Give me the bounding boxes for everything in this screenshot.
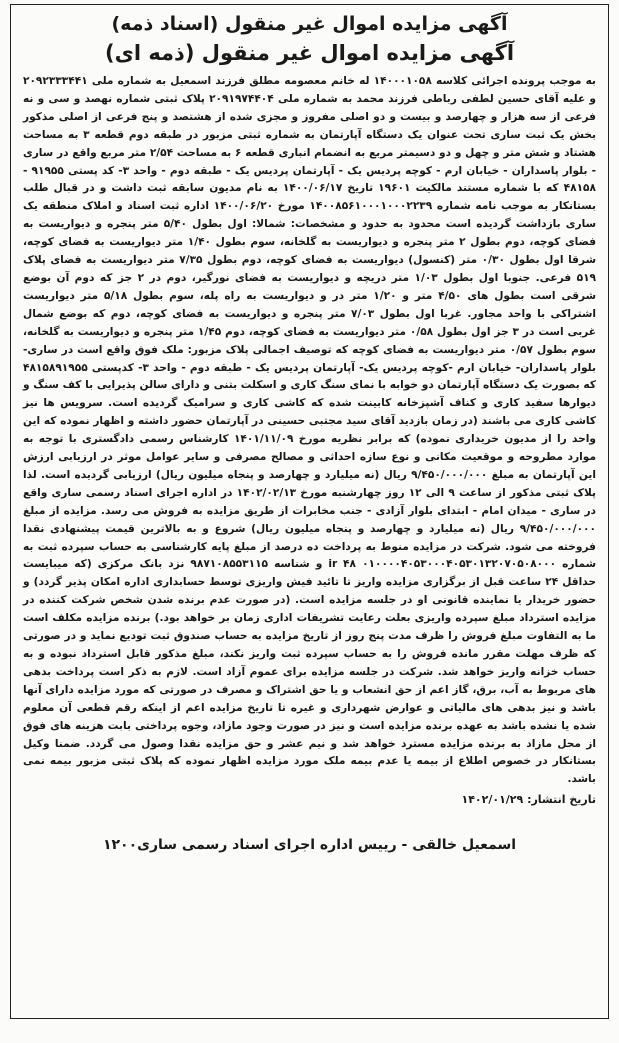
signature: اسمعیل خالقی - رییس اداره اجرای اسناد رسمی ساری۱۲۰۰	[102, 837, 517, 854]
auction-notice	[10, 4, 609, 1019]
publish-date: تاریخ انتشار: ۱۴۰۲/۰۱/۲۹	[461, 793, 596, 807]
notice-subtitle: آگهی مزایده اموال غیر منقول (ذمه ای)	[104, 41, 515, 65]
notice-body: به موجب پرونده اجرائی کلاسه ۱۴۰۰۰۱۰۵۸ له خانم معصومه مطلق فرزند اسمعیل به شماره ملی ۲۰۹۲۳۳۳۴۴۱ و علیه آقای حسین لطفی رباطی فرزند محمد به شماره ملی ۲۰۹۱۹۷۴۴۰۴ پلاک ثبتی شماره نهصد و سی و نه فرعی از سه هزار و چهارصد و بیست و دو اصلی مفروز و مجزی شده از هشتصد و پنج فرعی از اصلی مذکور بخش یک ثبت ساری تحت عنوان یک دستگاه آپارتمان به شماره ثبتی مزبور در طبقه دوم قطعه ۳ به مساحت هشتاد و شش متر و چهل و دو دسیمتر مربع به انضمام انباری قطعه ۶ به مساحت ۲/۵۴ متر مربع واقع در ساری - بلوار پاسداران - خیابان ارم - کوچه پردیس یک - آپارتمان پردیس یک - طبقه دوم - واحد ۳- کد پستی ۹۱۹۵۵ - ۴۸۱۵۸ که با شماره مستند مالکیت ۱۹۶۰۱ تاریخ ۱۴۰۰/۰۶/۱۷ به نام مدیون سابقه ثبت داشت و در قبال طلب بستانکار به موجب نامه شماره ۱۴۰۰۸۵۶۱۰۰۰۱۰۰۰۲۲۳۹ مورخ ۱۴۰۰/۰۶/۲۰ اداره ثبت اسناد و املاک منطقه یک ساری بازداشت گردیده است محدود به حدود و مشخصات: شمالا: اول بطول ۵/۴۰ متر پنجره و دیواریست به فضای کوچه، دوم بطول ۲ متر پنجره و دیواریست به گلخانه، سوم بطول ۱/۴۰ متر دیواریست به فضای کوچه، شرقا اول بطول ۰/۳۰ متر (کنسول) دیواریست به فضای کوچه، دوم بطول ۷/۳۵ متر دیواریست به فضای پلاک ۵۱۹ فرعی. جنوبا اول بطول ۱/۰۳ متر دریچه و دیواریست به فضای نورگیر، دوم در ۲ جز که دوم آن بوضع شرقی است بطول های ۴/۵۰ متر و ۱/۲۰ متر در و دیواریست به راه پله، سوم بطول ۵/۱۸ متر دیواریست اشتراکی با واحد مجاور. غربا اول بطول ۷/۰۳ متر پنجره و دیواریست به فضای کوچه، دوم که بوضع شمال غربی است در ۳ جز اول بطول ۰/۵۸ متر دیواریست به فضای کوچه، دوم ۱/۴۵ متر پنجره و دیواریست به گلخانه، سوم بطول ۰/۵۷ متر دیواریست به فضای کوچه که توصیف اجمالی پلاک مزبور: ملک فوق واقع است در ساری- بلوار پاسداران- خیابان ارم -کوچه پردیس یک- آپارتمان پردیس یک - طبقه دوم - واحد ۳- کدپستی ۴۸۱۵۸۹۱۹۵۵ که بصورت یک دستگاه آپارتمان دو خوابه با نمای سنگ کاری و اسکلت بتنی و دارای سالن پذیرایی با کف سنگ و دیوارها سفید کاری و کناف آشپزخانه کابینت شده که کاشی کاری و سرامیک گردیده است. سرویس ها نیز کاشی کاری می باشند (در زمان بازدید آقای سید مجتبی حسینی در آپارتمان حضور داشته و اظهار نموده که این واحد را از مدیون خریداری نموده) که برابر نظریه مورخ ۱۴۰۱/۱۱/۰۹ کارشناس رسمی دادگستری با توجه به موارد مطروحه و موقعیت مکانی و نوع سازه احداثی و مصالح مصرفی و سایر عوامل موثر در ارزیابی ارزش این آپارتمان به مبلغ ۹/۴۵۰/۰۰۰/۰۰۰ ریال (نه میلیارد و چهارصد و پنجاه میلیون ریال) ارزیابی گردیده است. لذا پلاک ثبتی مذکور از ساعت ۹ الی ۱۲ روز چهارشنبه مورخ ۱۴۰۲/۰۲/۱۳ در اداره اجرای اسناد رسمی ساری واقع در ساری - میدان امام - ابتدای بلوار آزادی - جنب مخابرات از طریق مزایده به فروش می رسد. مزایده از مبلغ ۹/۴۵۰/۰۰۰/۰۰۰ ریال (نه میلیارد و چهارصد و پنجاه میلیون ریال) شروع و به بالاترین قیمت پیشنهادی نقدا فروخته می شود. شرکت در مزایده منوط به پرداخت ده درصد از مبلغ پایه کارشناسی به حساب سپرده ثبت به شماره ۰۱۰۰۰۰۴۰۵۳۰۰۰۴۰۵۳۰۱۳۲۰۷۰۵۰۸۰۰۰ ir ۴۸ و شناسه ۹۸۷۱۰۸۵۵۳۱۱۵ نزد بانک مرکزی (که میبایست حداقل ۲۴ ساعت قبل از برگزاری مزایده واریز تا تائید فیش واریزی توسط حسابداری اداره امکان پذیر گردد) و حضور خریدار یا نماینده قانونی او در جلسه مزایده است. (در صورت عدم برنده شدن شخص شرکت کننده در مزایده استرداد مبلغ سپرده واریزی بعلت رعایت تشریفات اداری زمان بر خواهد بود.) برنده مزایده مکلف است ما به التفاوت مبلغ فروش را ظرف مدت پنج روز از تاریخ مزایده به حساب صندوق ثبت تودیع نماید و در صورتی که ظرف مهلت مقرر مانده فروش را به حساب سپرده ثبت واریز نکند، مبلغ مذکور قابل استرداد نبوده و به حساب خزانه واریز خواهد شد. شرکت در جلسه مزایده برای عموم آزاد است. لازم به ذکر است پرداخت بدهی های مربوط به آب، برق، گاز اعم از حق انشعاب و یا حق اشتراک و مصرف در صورتی که مورد مزایده دارای آنها باشد و نیز بدهی های مالیاتی و عوارض شهرداری و غیره تا تاریخ مزایده اعم از اینکه رقم قطعی آن معلوم شده یا نشده باشد به عهده برنده مزایده است و نیز در صورت وجود مازاد، وجوه پرداختی بابت هزینه های فوق از محل مازاد به برنده مزایده مسترد خواهد شد و نیم عشر و حق مزایده نقدا وصول می گردد. ضمنا وکیل بستانکار در خصوص اطلاع از بیمه یا عدم بیمه ملک مورد مزایده اظهار نموده که پلاک ثبتی مزبور بیمه نمی باشد.	[23, 75, 597, 786]
notice-title: آگهی مزایده اموال غیر منقول (اسناد ذمه)	[111, 13, 508, 35]
